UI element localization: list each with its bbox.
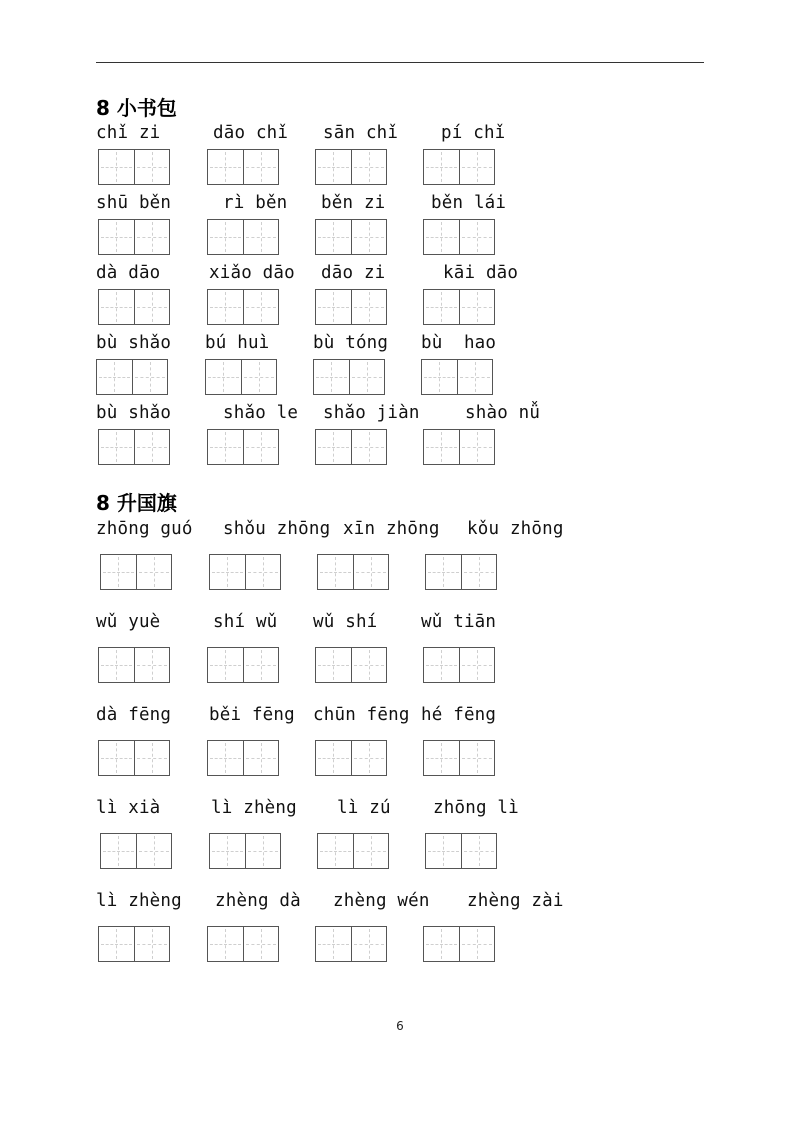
tian-grid-cell[interactable] [351,220,387,254]
tian-grid-writing-box[interactable] [317,554,389,590]
pinyin-label: dà dāo [96,263,161,283]
pinyin-label: rì běn [223,193,288,213]
tian-grid-writing-box[interactable] [209,833,281,869]
section-title: 8 小书包 [96,96,177,120]
tian-grid-writing-box[interactable] [98,429,170,465]
tian-grid-cell[interactable] [243,648,279,682]
tian-grid-cell[interactable] [424,927,459,961]
tian-grid-cell[interactable] [353,834,389,868]
tian-grid-writing-box[interactable] [315,219,387,255]
tian-grid-cell[interactable] [351,648,387,682]
pinyin-label: lì xià [96,798,161,818]
tian-grid-cell[interactable] [134,648,170,682]
word-item [421,333,551,401]
tian-grid-cell[interactable] [243,741,279,775]
tian-grid-cell[interactable] [208,430,243,464]
tian-grid-cell[interactable] [134,220,170,254]
tian-grid-writing-box[interactable] [423,647,495,683]
tian-grid-cell[interactable] [459,150,495,184]
pinyin-label: xīn zhōng [343,519,440,539]
tian-grid-cell[interactable] [243,290,279,324]
tian-grid-cell[interactable] [243,150,279,184]
tian-grid-writing-box[interactable] [421,359,493,395]
tian-grid-writing-box[interactable] [98,149,170,185]
tian-grid-cell[interactable] [316,150,351,184]
tian-grid-cell[interactable] [99,220,134,254]
tian-grid-cell[interactable] [459,741,495,775]
tian-grid-cell[interactable] [99,290,134,324]
pinyin-label: shū běn [96,193,172,213]
tian-grid-writing-box[interactable] [100,833,172,869]
pinyin-label: hé fēng [421,705,497,725]
tian-grid-cell[interactable] [134,741,170,775]
tian-grid-writing-box[interactable] [423,289,495,325]
pinyin-label: shǒu zhōng [223,519,331,539]
tian-grid-cell[interactable] [316,430,351,464]
tian-grid-writing-box[interactable] [315,647,387,683]
tian-grid-writing-box[interactable] [98,647,170,683]
tian-grid-writing-box[interactable] [98,289,170,325]
tian-grid-cell[interactable] [134,430,170,464]
tian-grid-writing-box[interactable] [315,740,387,776]
pinyin-label: běi fēng [209,705,295,725]
tian-grid-writing-box[interactable] [315,149,387,185]
tian-grid-cell[interactable] [241,360,277,394]
tian-grid-cell[interactable] [316,220,351,254]
tian-grid-cell[interactable] [459,430,495,464]
pinyin-label: bú huì [205,333,270,353]
tian-grid-writing-box[interactable] [425,833,497,869]
word-item [421,403,551,471]
pinyin-label: shǎo le [223,403,299,423]
pinyin-label: bù hao [421,333,497,353]
tian-grid-writing-box[interactable] [423,219,495,255]
tian-grid-cell[interactable] [206,360,241,394]
tian-grid-cell[interactable] [459,220,495,254]
word-item [421,705,551,782]
tian-grid-cell[interactable] [424,430,459,464]
pinyin-label: shí wǔ [213,612,278,632]
tian-grid-cell[interactable] [314,360,349,394]
tian-grid-cell[interactable] [461,834,497,868]
tian-grid-cell[interactable] [136,555,172,589]
tian-grid-cell[interactable] [134,290,170,324]
tian-grid-cell[interactable] [243,927,279,961]
pinyin-label: chǐ zi [96,123,161,143]
tian-grid-writing-box[interactable] [207,429,279,465]
tian-grid-writing-box[interactable] [207,289,279,325]
pinyin-label: dāo chǐ [213,123,289,143]
tian-grid-cell[interactable] [424,150,459,184]
tian-grid-writing-box[interactable] [207,740,279,776]
tian-grid-cell[interactable] [351,927,387,961]
tian-grid-writing-box[interactable] [207,149,279,185]
tian-grid-writing-box[interactable] [423,429,495,465]
tian-grid-cell[interactable] [459,648,495,682]
word-item [421,519,564,596]
tian-grid-cell[interactable] [424,220,459,254]
tian-grid-writing-box[interactable] [315,289,387,325]
pinyin-label: běn lái [431,193,507,213]
tian-grid-cell[interactable] [349,360,385,394]
tian-grid-writing-box[interactable] [98,926,170,962]
page-number: 6 [396,1019,404,1033]
pinyin-label: dāo zi [321,263,386,283]
tian-grid-cell[interactable] [459,290,495,324]
tian-grid-cell[interactable] [351,430,387,464]
tian-grid-cell[interactable] [243,220,279,254]
pinyin-label: zhèng dà [215,891,301,911]
tian-grid-writing-box[interactable] [209,554,281,590]
tian-grid-cell[interactable] [208,150,243,184]
pinyin-label: wǔ shí [313,612,378,632]
tian-grid-cell[interactable] [351,150,387,184]
tian-grid-cell[interactable] [132,360,168,394]
tian-grid-writing-box[interactable] [96,359,168,395]
tian-grid-writing-box[interactable] [423,740,495,776]
tian-grid-writing-box[interactable] [98,219,170,255]
pinyin-label: shào nǚ [465,403,541,423]
pinyin-label: wǔ tiān [421,612,497,632]
tian-grid-writing-box[interactable] [425,554,497,590]
tian-grid-cell[interactable] [424,648,459,682]
tian-grid-writing-box[interactable] [207,926,279,962]
pinyin-label: kǒu zhōng [467,519,564,539]
word-item [421,263,551,331]
pinyin-label: dà fēng [96,705,172,725]
tian-grid-writing-box[interactable] [315,429,387,465]
tian-grid-cell[interactable] [245,834,281,868]
tian-grid-cell[interactable] [208,927,243,961]
tian-grid-cell[interactable] [245,555,281,589]
tian-grid-cell[interactable] [101,555,136,589]
pinyin-label: lì zhèng [96,891,182,911]
tian-grid-cell[interactable] [426,834,461,868]
tian-grid-writing-box[interactable] [423,926,495,962]
tian-grid-cell[interactable] [318,555,353,589]
tian-grid-cell[interactable] [457,360,493,394]
tian-grid-cell[interactable] [208,741,243,775]
pinyin-label: zhōng guó [96,519,193,539]
pinyin-label: lì zhèng [211,798,297,818]
pinyin-label: bù shǎo [96,333,172,353]
tian-grid-writing-box[interactable] [205,359,277,395]
tian-grid-cell[interactable] [351,290,387,324]
word-item [421,123,551,191]
word-item [421,798,551,875]
tian-grid-cell[interactable] [353,555,389,589]
tian-grid-cell[interactable] [426,555,461,589]
tian-grid-cell[interactable] [318,834,353,868]
tian-grid-cell[interactable] [208,290,243,324]
tian-grid-cell[interactable] [459,927,495,961]
tian-grid-cell[interactable] [134,927,170,961]
tian-grid-cell[interactable] [136,834,172,868]
pinyin-label: shǎo jiàn [323,403,420,423]
tian-grid-cell[interactable] [99,430,134,464]
word-item [421,612,551,689]
tian-grid-cell[interactable] [316,290,351,324]
pinyin-label: chūn fēng [313,705,410,725]
pinyin-label: xiǎo dāo [209,263,295,283]
tian-grid-writing-box[interactable] [98,740,170,776]
pinyin-label: bù shǎo [96,403,172,423]
tian-grid-cell[interactable] [101,834,136,868]
tian-grid-cell[interactable] [208,648,243,682]
tian-grid-writing-box[interactable] [317,833,389,869]
pinyin-label: běn zi [321,193,386,213]
tian-grid-cell[interactable] [316,927,351,961]
tian-grid-cell[interactable] [97,360,132,394]
pinyin-label: pí chǐ [441,123,506,143]
tian-grid-cell[interactable] [316,741,351,775]
pinyin-label: lì zú [337,798,391,818]
word-item [421,891,564,968]
tian-grid-cell[interactable] [99,648,134,682]
tian-grid-cell[interactable] [243,430,279,464]
pinyin-label: wǔ yuè [96,612,161,632]
tian-grid-writing-box[interactable] [315,926,387,962]
word-item [421,193,551,261]
tian-grid-cell[interactable] [208,220,243,254]
tian-grid-cell[interactable] [210,834,245,868]
header-rule [96,62,704,63]
pinyin-label: kāi dāo [443,263,519,283]
tian-grid-cell[interactable] [424,741,459,775]
pinyin-label: zhōng lì [433,798,519,818]
tian-grid-cell[interactable] [99,150,134,184]
tian-grid-cell[interactable] [461,555,497,589]
tian-grid-writing-box[interactable] [423,149,495,185]
tian-grid-cell[interactable] [422,360,457,394]
tian-grid-cell[interactable] [316,648,351,682]
tian-grid-cell[interactable] [351,741,387,775]
tian-grid-writing-box[interactable] [207,219,279,255]
tian-grid-cell[interactable] [210,555,245,589]
tian-grid-writing-box[interactable] [207,647,279,683]
tian-grid-cell[interactable] [99,741,134,775]
tian-grid-cell[interactable] [424,290,459,324]
tian-grid-writing-box[interactable] [313,359,385,395]
tian-grid-cell[interactable] [134,150,170,184]
pinyin-label: zhèng zài [467,891,564,911]
tian-grid-cell[interactable] [99,927,134,961]
pinyin-label: sān chǐ [323,123,399,143]
tian-grid-writing-box[interactable] [100,554,172,590]
section-title: 8 升国旗 [96,491,177,515]
pinyin-label: bù tóng [313,333,389,353]
pinyin-label: zhèng wén [333,891,430,911]
